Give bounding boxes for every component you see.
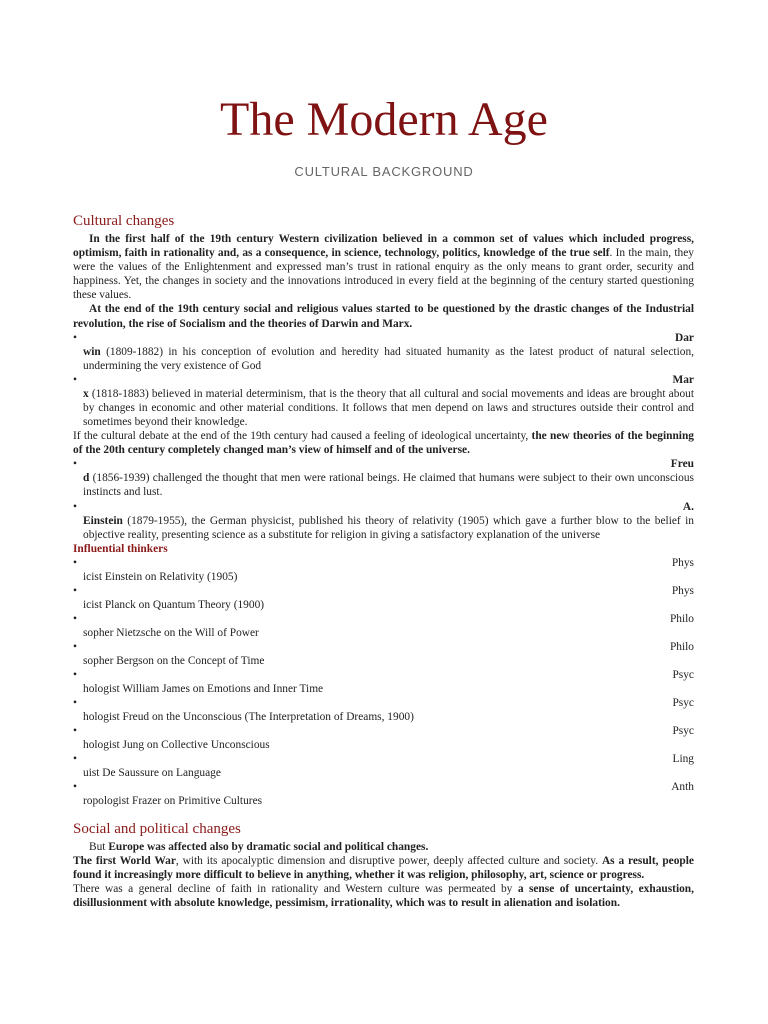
bullet-text <box>73 471 694 499</box>
document-body <box>73 212 694 910</box>
paragraph-decline-plain: There was a general decline of faith in rationality and Western culture was permeated by <box>73 883 518 896</box>
paragraph-war-bold-b: As a result, people found it increasingly more difficult to believe in anything, whether it was religion, philosophy, art, science or progress. <box>73 854 694 881</box>
bullet-item <box>73 373 694 429</box>
bullet-marker: • <box>73 500 77 513</box>
bullet-description: (1879-1955), the German physicist, published his theory of relativity (1905) which gave a further blow to the belief in objective reality, presenting science as a substitute for religion in giving a satisfactory explanation of the universe <box>83 514 694 541</box>
list-item <box>73 668 694 696</box>
bullet-lead: Einstein <box>83 514 123 527</box>
list-item <box>73 724 694 752</box>
bullet-marker: • <box>73 752 77 765</box>
bullet-description: (1856-1939) challenged the thought that men were rational beings. He claimed that humans were subject to their own unconscious instincts and lust. <box>83 472 694 499</box>
paragraph-values-bold: In the first half of the 19th century Western civilization believed in a common set of values which included progress, optimism, faith in rationality and, as a consequence, in science, technology, politics, knowledge of the true self <box>73 233 694 260</box>
list-item-fragment: Phys <box>671 556 694 569</box>
bullet-marker: • <box>73 724 77 737</box>
bullet-fragment: A. <box>682 500 694 513</box>
bullet-fragment: Dar <box>675 331 694 344</box>
section-gap <box>73 808 694 820</box>
list-item <box>73 752 694 780</box>
paragraph-decline-bold: a sense of uncertainty, exhaustion, disillusionment with absolute knowledge, pessimism, irrationality, which was to result in alienation and isolation. <box>73 883 694 910</box>
bullet-text <box>73 345 694 373</box>
list-item-text: hologist Freud on the Unconscious (The Interpretation of Dreams, 1900) <box>83 710 414 723</box>
list-item-text: icist Planck on Quantum Theory (1900) <box>83 598 265 611</box>
bullet-item <box>73 457 694 499</box>
bullet-marker: • <box>73 458 77 471</box>
paragraph-war <box>73 854 694 882</box>
bullet-marker: • <box>73 640 77 653</box>
paragraph-values-rest: . In the main, they were the values of the Enlightenment and expressed man’s trust in rational enquiry as the only means to grant order, security and happiness. Yet, the changes in society and the innovations introduced in every field at the beginning of the century started questioning these values. <box>73 247 694 302</box>
list-item-fragment: Ling <box>672 752 694 765</box>
list-item <box>73 584 694 612</box>
bullet-item <box>73 500 694 542</box>
list-item <box>73 780 694 808</box>
bullet-description: (1818-1883) believed in material determinism, that is the theory that all cultural and social movements and ideas are brought about by changes in economic and other material conditions. It follows that men depend on laws and structures outside their control and sometimes beyond their knowledge. <box>83 387 694 429</box>
list-item <box>73 612 694 640</box>
paragraph-values <box>73 232 694 302</box>
bullet-lead: win <box>83 345 101 358</box>
paragraph-debate-bold: the new theories of the beginning of the 20th century completely changed man’s view of himself and of the universe. <box>73 430 694 457</box>
list-item-text: uist De Saussure on Language <box>83 766 221 779</box>
paragraph-questioned-bold: At the end of the 19th century social and religious values started to be questioned by the drastic changes of the Industrial revolution, the rise of Socialism and the theories of Darwin and Marx. <box>73 303 694 330</box>
list-item <box>73 640 694 668</box>
list-item-text: sopher Bergson on the Concept of Time <box>83 654 265 667</box>
bullet-marker: • <box>73 556 77 569</box>
list-item <box>73 696 694 724</box>
paragraph-debate-plain: If the cultural debate at the end of the 19th century had caused a feeling of ideological uncertainty, <box>73 430 532 443</box>
list-item-fragment: Psyc <box>672 668 694 681</box>
section-heading-social-political: Social and political changes <box>73 820 241 837</box>
bullet-fragment: Freu <box>670 458 694 471</box>
list-item-fragment: Psyc <box>672 724 694 737</box>
list-item-text: ropologist Frazer on Primitive Cultures <box>83 794 263 807</box>
list-item-fragment: Psyc <box>672 696 694 709</box>
paragraph-war-plain: , with its apocalyptic dimension and disruptive power, deeply affected culture and society. <box>175 854 602 867</box>
thinkers-list <box>73 556 694 808</box>
bullet-marker: • <box>73 331 77 344</box>
list-item-fragment: Anth <box>671 780 694 793</box>
bullet-lead: d <box>83 472 90 485</box>
list-item-text: hologist Jung on Collective Unconscious <box>83 738 270 751</box>
paragraph-europe <box>73 840 694 854</box>
bullet-fragment: Mar <box>672 373 694 386</box>
paragraph-europe-bold: Europe was affected also by dramatic social and political changes. <box>108 840 429 853</box>
bullet-marker: • <box>73 584 77 597</box>
bullet-item <box>73 331 694 373</box>
paragraph-decline <box>73 882 694 910</box>
bullet-marker: • <box>73 612 77 625</box>
bullet-text <box>73 514 694 542</box>
bullet-marker: • <box>73 780 77 793</box>
list-item-text: sopher Nietzsche on the Will of Power <box>83 626 259 639</box>
paragraph-war-bold-a: The first World War <box>73 854 176 867</box>
bullet-marker: • <box>73 668 77 681</box>
list-item-fragment: Philo <box>669 612 694 625</box>
paragraph-debate <box>73 429 694 457</box>
sub-heading-influential-thinkers: Influential thinkers <box>73 542 168 555</box>
bullet-description: (1809-1882) in his conception of evolution and heredity had situated humanity as the latest product of natural selection, undermining the very existence of God <box>83 345 694 372</box>
page-title: The Modern Age <box>220 93 548 146</box>
list-item-text: hologist William James on Emotions and Inner Time <box>83 682 324 695</box>
paragraph-questioned <box>73 302 694 330</box>
section-heading-cultural-changes: Cultural changes <box>73 213 175 229</box>
list-item-text: icist Einstein on Relativity (1905) <box>83 570 238 583</box>
paragraph-europe-plain: But <box>89 840 109 853</box>
bullet-lead: x <box>83 387 89 400</box>
list-item <box>73 556 694 584</box>
bullet-text <box>73 387 694 429</box>
list-item-fragment: Phys <box>671 584 694 597</box>
list-item-fragment: Philo <box>669 640 694 653</box>
page-subtitle: CULTURAL BACKGROUND <box>294 164 474 179</box>
bullet-marker: • <box>73 696 77 709</box>
bullet-marker: • <box>73 373 77 386</box>
